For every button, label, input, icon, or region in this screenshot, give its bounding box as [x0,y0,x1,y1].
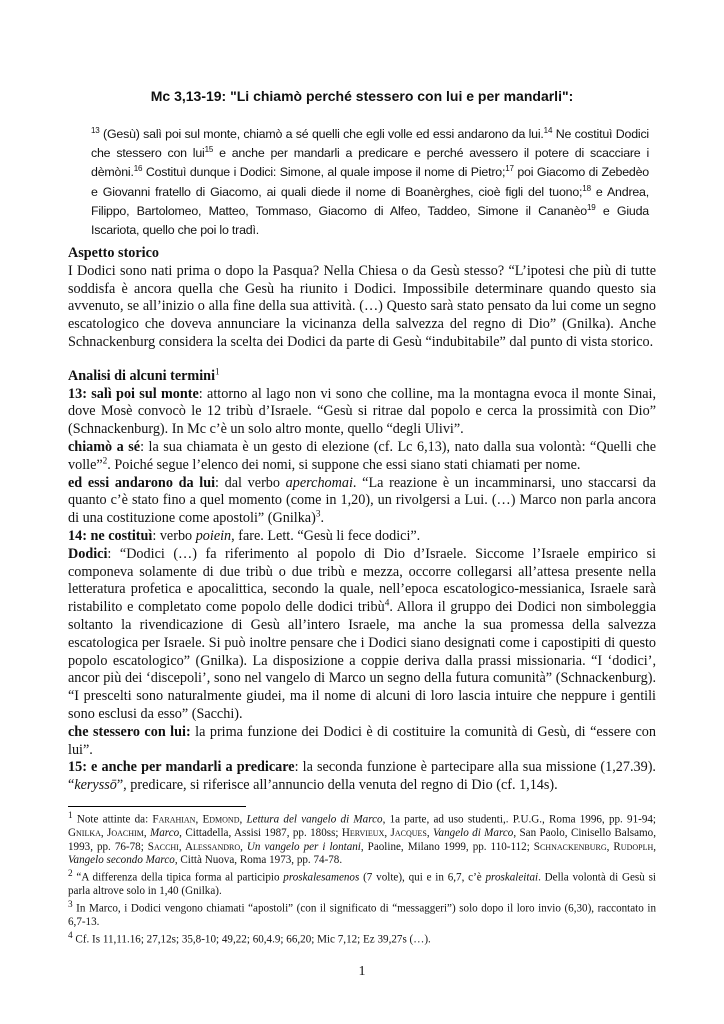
verse-text: e Andrea, Filippo, Bartolomeo, Matteo, Tommaso, Giacomo di Alfeo, Taddeo, Simone il Cananèo [91,184,649,218]
verse-number: 14 [543,125,553,135]
term-label: Dodici [68,545,108,562]
verse-number: 15 [204,145,214,155]
footnote: $^1$ Note attinte da: Farahian, Edmond, Lettura del vangelo di Marco, 1a parte, ad uso studenti,. P.U.G., Roma 1996, pp. 91-94; Gnilka, Joachim, Marco, Cittadella, Assisi 1987, pp. 180ss; Hervieux, Jacques, Vangelo di Marco, San Paolo, Cinisello Balsamo, 1993, pp. 76-78; Sacchi, Alessandro, Un vangelo per i lontani, Paoline, Milano 1999, pp. 110-112; Schnackenburg, Rudoplh, Vangelo secondo Marco, Città Nuova, Roma 1973, pp. 74-78. [68,811,657,867]
term-label: 15: e anche per mandarli a predicare [68,759,295,776]
paragraph: 14: ne costituì: verbo poiein, fare. Lett. “Gesù li fece dodici”. [68,527,421,544]
footnote-ref: 2 [102,455,108,466]
verse-text: poi Giacomo di Zebedèo e Giovanni fratello di Giacomo, ai quali diede il nome di Boanèrghes, cioè figli del tuono; [91,165,649,199]
term-label: che stessero con lui: [68,723,191,740]
term-label: ed essi andarono da lui [68,474,216,491]
verse-number: 16 [133,164,143,174]
footnote-ref: 4 [384,597,390,608]
term-label: 14: ne costituì [68,527,153,544]
page-number: 1 [358,964,366,979]
scripture-passage [91,125,649,240]
footnote-ref: 1 [215,366,220,377]
paragraph: 13: salì poi sul monte: attorno al lago non vi sono che colline, ma la montagna evoca il monte Sinai, dove Mosè convocò le 12 tribù d’Israele. “Gesù si ritrae dal popolo e cerca la prossimità con Dio” (Schnackenburg). In Mc c’è un solo altro monte, quello “degli Ulivi”. [68,385,656,438]
paragraph: 15: e anche per mandarli a predicare: la seconda funzione è partecipare alla sua missione (1,27.39). “keryssō”, predicare, si riferisce all’annuncio della venuta del regno di Dio (cf. 1,14s). [68,759,656,794]
footnotes [68,810,656,947]
footnote: $^2$ “A differenza della tipica forma al participio proskalesamenos (7 volte), qui e in 6,7, c’è proskaleitai. Della volontà di Gesù si parla altrove solo in 1,40 (Gnilka). [68,869,656,898]
verse-text: Costituì dunque i Dodici: Simone, al quale impose il nome di Pietro; [142,165,506,180]
paragraph: I Dodici sono nati prima o dopo la Pasqua? Nella Chiesa o da Gesù stesso? “L’ipotesi che più di tutte soddisfa è ancora quella che Gesù ha riunito i Dodici. Impossibile determinare quando questo sia avvenuto, se all’inizio o alla fine della sua attività. (…) Questo sarà stato pensato da lui come un segno escatologico che doveva annunciare la vicinanza della salvezza del regno di Dio” (Gnilka). Anche Schnackenburg considera la scelta dei Dodici da parte di Gesù “indubitabile” dal punto di vista storico. [68,262,656,350]
verse-number: 18 [582,183,591,193]
footnote-ref: 3 [315,508,321,519]
term-label: chiamò a sé [68,438,141,455]
paragraph: Dodici: “Dodici (…) fa riferimento al popolo di Dio d’Israele. Siccome l’Israele empirico si componeva solamente di due tribù o due tribù e mezza, occorre collegarsi all’attesa presente nella letteratura profetica e apocalittica, secondo la quale, nell’epoca escatologico-messianica, Israele sarà ristabilito e completato come popolo delle dodici tribù$^4$. Allora il gruppo dei Dodici non simboleggia soltanto la rivendicazione di Gesù all’intero Israele, ma anche la sua promessa della salvezza escatologica per Israele. Si può inoltre pensare che i Dodici siano designati come i capostipiti di questo popolo escatologico” (Gnilka). La disposizione a coppie deriva dalla prassi missionaria. “I ‘dodici’, ancor più dei ‘discepoli’, sono nel vangelo di Marco un segno della futura comunità” (Schnackenburg). “I prescelti sono naturalmente giudei, ma il nome di alcuni di loro lascia intuire che neppure i gentili sono esclusi da esso” (Sacchi). [68,545,656,722]
paragraph: che stessero con lui: la prima funzione dei Dodici è di costituire la comunità di Gesù, di “essere con lui”. [68,723,656,758]
page-title: Mc 3,13-19: "Li chiamò perché stessero con lui e per mandarli": [150,88,574,104]
footnote: $^3$ In Marco, i Dodici vengono chiamati “apostoli” (con il significato di “messaggeri”) solo dopo il loro invio (6,30), raccontato in 6,7-13. [68,899,656,929]
verse-number: 17 [505,164,514,174]
footnote: $^4$ Cf. Is 11,11.16; 27,12s; 35,8-10; 49,22; 60,4.9; 66,20; Mic 7,12; Ez 39,27s (…). [68,930,431,946]
section-heading: Aspetto storico [68,245,160,261]
verse-number: 13 [91,125,100,135]
verse-text: Ne costituì Dodici che stessero con lui [91,127,649,161]
term-label: 13: salì poi sul monte [68,385,199,402]
paragraph: ed essi andarono da lui: dal verbo aperchomai. “La reazione è un incamminarsi, uno staccarsi da quanto c’è stato fino a quel momento (come in 1,20), un rivolgersi a Lui. (…) Marco non parla ancora di una costituzione come apostoli” (Gnilka)$^3$. [68,474,656,527]
verse-text: e anche per mandarli a predicare e perché avessero il potere di scacciare i dèmòni. [91,146,649,180]
verse-text: e Giuda Iscariota, quello che poi lo tradì. [91,203,649,238]
verse-number: 19 [587,202,596,212]
footnote-divider [68,806,246,807]
main-text [68,245,656,795]
section-heading: Analisi di alcuni termini$^1$ [68,366,220,384]
paragraph: chiamò a sé: la sua chiamata è un gesto di elezione (cf. Lc 6,13), nato dalla sua volontà: “Quelli che volle”$^2$. Poiché segue l’elenco dei nomi, si suppone che essi siano stati chiamati per nome. [68,438,656,473]
verse-text: (Gesù) salì poi sul monte, chiamò a sé quelli che egli volle ed essi andarono da lui. [99,127,544,141]
